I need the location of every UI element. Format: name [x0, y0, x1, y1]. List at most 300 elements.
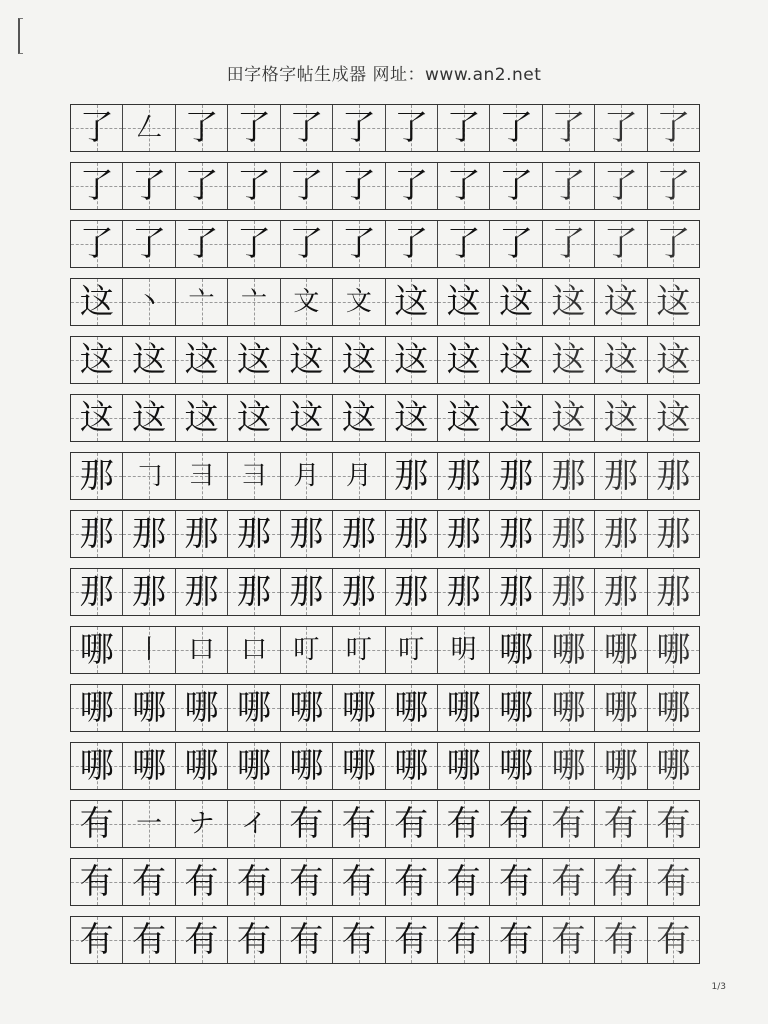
- grid-cell: [438, 453, 490, 499]
- practice-character: 那: [603, 514, 638, 554]
- practice-character: 这: [79, 282, 114, 322]
- grid-cell: [176, 801, 228, 847]
- grid-cell: [71, 859, 123, 905]
- grid-cell: [386, 685, 438, 731]
- practice-character: 明: [450, 635, 477, 665]
- grid-cell: [595, 801, 647, 847]
- practice-character: 有: [446, 920, 481, 960]
- grid-cell: [386, 917, 438, 963]
- grid-cell: [490, 279, 542, 325]
- grid-row: [70, 800, 700, 848]
- practice-character: 这: [656, 282, 691, 322]
- grid-row: [70, 452, 700, 500]
- practice-character: 哪: [656, 630, 691, 670]
- practice-character: 有: [499, 804, 534, 844]
- grid-cell: [490, 685, 542, 731]
- grid-cell: [281, 627, 333, 673]
- grid-cell: [595, 395, 647, 441]
- practice-character: 有: [394, 862, 429, 902]
- practice-character: 有: [236, 920, 271, 960]
- practice-character: 叮: [293, 635, 320, 665]
- grid-cell: [71, 801, 123, 847]
- grid-cell: [543, 279, 595, 325]
- practice-character: 有: [603, 804, 638, 844]
- grid-cell: [543, 569, 595, 615]
- grid-cell: [281, 221, 333, 267]
- grid-cell: [543, 859, 595, 905]
- grid-cell: [176, 221, 228, 267]
- grid-cell: [281, 685, 333, 731]
- practice-character: 那: [446, 456, 481, 496]
- grid-cell: [71, 163, 123, 209]
- grid-cell: [386, 859, 438, 905]
- practice-character: 有: [79, 804, 114, 844]
- practice-character: 那: [446, 572, 481, 612]
- practice-character: 那: [446, 514, 481, 554]
- grid-cell: [281, 859, 333, 905]
- practice-character: 哪: [132, 746, 167, 786]
- practice-character: 有: [132, 862, 167, 902]
- grid-cell: [71, 279, 123, 325]
- practice-character: 了: [551, 224, 586, 264]
- grid-row: [70, 742, 700, 790]
- practice-character: 哪: [394, 746, 429, 786]
- grid-cell: [595, 569, 647, 615]
- grid-cell: [490, 917, 542, 963]
- practice-character: 这: [289, 398, 324, 438]
- grid-cell: [176, 511, 228, 557]
- grid-cell: [333, 685, 385, 731]
- practice-character: 有: [656, 862, 691, 902]
- practice-character: 有: [289, 804, 324, 844]
- practice-character: 了: [499, 224, 534, 264]
- grid-cell: [438, 685, 490, 731]
- practice-character: 哪: [132, 688, 167, 728]
- practice-character: 了: [446, 166, 481, 206]
- grid-cell: [176, 337, 228, 383]
- grid-cell: [228, 859, 280, 905]
- grid-cell: [228, 453, 280, 499]
- grid-cell: [281, 279, 333, 325]
- grid-cell: [490, 743, 542, 789]
- practice-character: 那: [132, 514, 167, 554]
- grid-cell: [71, 105, 123, 151]
- practice-character: 这: [236, 340, 271, 380]
- practice-character: 这: [551, 340, 586, 380]
- practice-character: 有: [289, 920, 324, 960]
- grid-cell: [386, 163, 438, 209]
- practice-character: 这: [446, 340, 481, 380]
- grid-cell: [438, 105, 490, 151]
- grid-row: [70, 394, 700, 442]
- grid-cell: [648, 279, 699, 325]
- grid-cell: [648, 511, 699, 557]
- practice-character: 有: [603, 920, 638, 960]
- practice-character: 有: [499, 862, 534, 902]
- practice-character: 了: [446, 224, 481, 264]
- practice-character: 那: [132, 572, 167, 612]
- grid-cell: [228, 627, 280, 673]
- practice-character: 这: [394, 340, 429, 380]
- practice-character: 了: [341, 108, 376, 148]
- practice-character: 哪: [341, 688, 376, 728]
- practice-character: 月: [345, 461, 372, 491]
- grid-cell: [386, 801, 438, 847]
- practice-character: 哪: [499, 630, 534, 670]
- practice-character: 那: [499, 514, 534, 554]
- practice-character: 哪: [551, 688, 586, 728]
- practice-character: 有: [499, 920, 534, 960]
- grid-cell: [123, 511, 175, 557]
- page-title: 田字格字帖生成器 网址：www.an2.net: [226, 65, 542, 85]
- grid-cell: [281, 105, 333, 151]
- practice-character: 有: [656, 920, 691, 960]
- grid-cell: [386, 279, 438, 325]
- practice-character: 哪: [394, 688, 429, 728]
- practice-character: 了: [394, 166, 429, 206]
- practice-character: 哪: [341, 746, 376, 786]
- page-edge-mark: [18, 18, 23, 54]
- grid-cell: [281, 337, 333, 383]
- grid-cell: [386, 221, 438, 267]
- grid-cell: [648, 801, 699, 847]
- grid-cell: [123, 801, 175, 847]
- practice-character: 那: [79, 456, 114, 496]
- grid-cell: [71, 743, 123, 789]
- grid-cell: [438, 221, 490, 267]
- practice-character: 文: [345, 287, 372, 317]
- practice-character: 了: [603, 224, 638, 264]
- grid-cell: [595, 221, 647, 267]
- grid-cell: [438, 337, 490, 383]
- practice-character: 了: [236, 166, 271, 206]
- practice-character: 这: [132, 398, 167, 438]
- grid-cell: [595, 511, 647, 557]
- practice-character: 一: [136, 809, 163, 839]
- practice-character: 这: [656, 398, 691, 438]
- grid-cell: [543, 917, 595, 963]
- practice-character: 哪: [656, 746, 691, 786]
- practice-character: 𠃋: [136, 113, 163, 143]
- practice-character: 有: [394, 804, 429, 844]
- practice-character: 哪: [603, 630, 638, 670]
- practice-character: 了: [289, 166, 324, 206]
- practice-character: 那: [394, 572, 429, 612]
- grid-cell: [648, 917, 699, 963]
- practice-character: 哪: [446, 688, 481, 728]
- practice-character: 叮: [345, 635, 372, 665]
- grid-cell: [333, 917, 385, 963]
- grid-cell: [543, 163, 595, 209]
- practice-character: 了: [394, 224, 429, 264]
- practice-character: ナ: [188, 809, 215, 839]
- practice-character: 有: [184, 920, 219, 960]
- grid-cell: [490, 163, 542, 209]
- grid-row: [70, 220, 700, 268]
- practice-character: 丨: [136, 635, 163, 665]
- practice-character: 这: [446, 398, 481, 438]
- grid-row: [70, 278, 700, 326]
- grid-cell: [438, 569, 490, 615]
- practice-character: 这: [499, 282, 534, 322]
- grid-cell: [176, 453, 228, 499]
- grid-cell: [176, 569, 228, 615]
- practice-character: 了: [184, 166, 219, 206]
- practice-character: 这: [551, 282, 586, 322]
- grid-cell: [123, 337, 175, 383]
- practice-character: 有: [132, 920, 167, 960]
- grid-cell: [438, 859, 490, 905]
- grid-cell: [648, 453, 699, 499]
- grid-cell: [386, 453, 438, 499]
- practice-character: 了: [184, 108, 219, 148]
- practice-character: 有: [551, 920, 586, 960]
- practice-character: 哪: [551, 746, 586, 786]
- practice-character: 了: [551, 166, 586, 206]
- practice-character: 这: [289, 340, 324, 380]
- grid-cell: [595, 279, 647, 325]
- grid-cell: [386, 105, 438, 151]
- grid-cell: [228, 743, 280, 789]
- practice-character: 这: [341, 398, 376, 438]
- grid-cell: [648, 627, 699, 673]
- practice-character: 有: [394, 920, 429, 960]
- practice-character: 那: [394, 456, 429, 496]
- grid-cell: [228, 685, 280, 731]
- practice-character: 哪: [603, 688, 638, 728]
- practice-character: 哪: [656, 688, 691, 728]
- grid-cell: [386, 395, 438, 441]
- grid-cell: [595, 105, 647, 151]
- grid-cell: [648, 743, 699, 789]
- practice-character: 文: [293, 287, 320, 317]
- page-number: 1/3: [711, 982, 726, 992]
- practice-character: 这: [603, 282, 638, 322]
- grid-cell: [71, 221, 123, 267]
- grid-row: [70, 626, 700, 674]
- practice-character: 那: [394, 514, 429, 554]
- practice-character: 哪: [236, 688, 271, 728]
- grid-cell: [123, 105, 175, 151]
- grid-cell: [543, 221, 595, 267]
- practice-character: 了: [236, 224, 271, 264]
- grid-cell: [386, 337, 438, 383]
- grid-cell: [333, 105, 385, 151]
- grid-cell: [228, 917, 280, 963]
- grid-cell: [648, 569, 699, 615]
- practice-character: 哪: [184, 746, 219, 786]
- grid-cell: [490, 627, 542, 673]
- practice-character: 哪: [79, 746, 114, 786]
- practice-character: 口: [240, 635, 267, 665]
- practice-character: 哪: [236, 746, 271, 786]
- grid-cell: [490, 337, 542, 383]
- practice-character: 有: [341, 862, 376, 902]
- practice-character: 了: [551, 108, 586, 148]
- grid-cell: [648, 395, 699, 441]
- grid-cell: [386, 511, 438, 557]
- grid-cell: [490, 511, 542, 557]
- grid-cell: [333, 337, 385, 383]
- grid-cell: [543, 395, 595, 441]
- practice-character: 了: [79, 224, 114, 264]
- grid-cell: [228, 395, 280, 441]
- grid-cell: [490, 453, 542, 499]
- grid-cell: [71, 627, 123, 673]
- grid-cell: [438, 743, 490, 789]
- practice-character: 这: [184, 340, 219, 380]
- practice-character: 𠃌: [136, 461, 163, 491]
- practice-grid: [70, 104, 700, 974]
- grid-row: [70, 510, 700, 558]
- practice-character: 这: [603, 398, 638, 438]
- grid-cell: [176, 163, 228, 209]
- grid-cell: [333, 627, 385, 673]
- grid-cell: [123, 917, 175, 963]
- practice-character: 口: [188, 635, 215, 665]
- grid-cell: [123, 743, 175, 789]
- practice-character: ⺕: [240, 461, 267, 491]
- practice-character: 那: [656, 456, 691, 496]
- grid-cell: [438, 511, 490, 557]
- grid-cell: [281, 163, 333, 209]
- practice-character: 这: [499, 398, 534, 438]
- practice-character: 这: [132, 340, 167, 380]
- practice-character: 了: [79, 166, 114, 206]
- practice-character: 那: [551, 572, 586, 612]
- practice-character: 了: [132, 224, 167, 264]
- practice-character: 那: [499, 456, 534, 496]
- grid-row: [70, 858, 700, 906]
- practice-character: 哪: [289, 688, 324, 728]
- grid-cell: [595, 917, 647, 963]
- grid-cell: [228, 105, 280, 151]
- practice-character: 了: [79, 108, 114, 148]
- grid-cell: [438, 395, 490, 441]
- grid-cell: [123, 221, 175, 267]
- grid-cell: [648, 221, 699, 267]
- practice-character: 有: [341, 920, 376, 960]
- grid-cell: [281, 801, 333, 847]
- practice-character: 那: [236, 514, 271, 554]
- grid-cell: [595, 743, 647, 789]
- grid-cell: [333, 569, 385, 615]
- grid-cell: [228, 511, 280, 557]
- grid-cell: [123, 627, 175, 673]
- practice-character: 丶: [136, 287, 163, 317]
- practice-character: 月: [293, 461, 320, 491]
- grid-cell: [333, 859, 385, 905]
- grid-cell: [386, 627, 438, 673]
- grid-cell: [123, 279, 175, 325]
- grid-cell: [333, 511, 385, 557]
- grid-cell: [333, 453, 385, 499]
- practice-character: 有: [79, 920, 114, 960]
- practice-character: イ: [240, 809, 267, 839]
- practice-character: 有: [551, 804, 586, 844]
- grid-cell: [648, 859, 699, 905]
- practice-character: 哪: [184, 688, 219, 728]
- practice-character: 这: [656, 340, 691, 380]
- practice-character: 了: [289, 108, 324, 148]
- practice-character: 那: [551, 456, 586, 496]
- grid-cell: [648, 685, 699, 731]
- practice-character: 有: [446, 862, 481, 902]
- grid-cell: [71, 685, 123, 731]
- practice-character: 这: [394, 282, 429, 322]
- grid-cell: [333, 279, 385, 325]
- practice-character: 那: [551, 514, 586, 554]
- grid-cell: [228, 569, 280, 615]
- grid-cell: [490, 859, 542, 905]
- grid-cell: [333, 743, 385, 789]
- grid-cell: [595, 337, 647, 383]
- grid-cell: [648, 163, 699, 209]
- practice-character: 这: [79, 398, 114, 438]
- grid-cell: [71, 917, 123, 963]
- practice-character: 有: [289, 862, 324, 902]
- grid-cell: [543, 105, 595, 151]
- practice-character: 哪: [603, 746, 638, 786]
- grid-row: [70, 916, 700, 964]
- practice-character: 了: [236, 108, 271, 148]
- practice-character: 了: [656, 224, 691, 264]
- practice-character: 有: [603, 862, 638, 902]
- practice-character: 亠: [188, 287, 215, 317]
- practice-character: 这: [551, 398, 586, 438]
- practice-character: 这: [446, 282, 481, 322]
- practice-character: 那: [499, 572, 534, 612]
- practice-character: 叮: [398, 635, 425, 665]
- practice-character: 了: [656, 108, 691, 148]
- practice-character: 了: [446, 108, 481, 148]
- grid-cell: [438, 279, 490, 325]
- grid-cell: [490, 801, 542, 847]
- practice-character: 那: [184, 572, 219, 612]
- practice-character: 有: [184, 862, 219, 902]
- grid-cell: [228, 337, 280, 383]
- grid-row: [70, 104, 700, 152]
- practice-character: 了: [603, 108, 638, 148]
- grid-cell: [176, 279, 228, 325]
- practice-character: 那: [341, 572, 376, 612]
- grid-cell: [438, 163, 490, 209]
- practice-character: 那: [289, 572, 324, 612]
- grid-cell: [176, 105, 228, 151]
- grid-cell: [228, 801, 280, 847]
- grid-cell: [438, 917, 490, 963]
- practice-character: 了: [132, 166, 167, 206]
- practice-character: 哪: [446, 746, 481, 786]
- grid-cell: [123, 163, 175, 209]
- grid-cell: [228, 279, 280, 325]
- practice-character: 哪: [499, 746, 534, 786]
- grid-cell: [543, 685, 595, 731]
- practice-character: 那: [79, 572, 114, 612]
- practice-character: 了: [289, 224, 324, 264]
- practice-character: 这: [394, 398, 429, 438]
- grid-cell: [176, 685, 228, 731]
- grid-row: [70, 684, 700, 732]
- practice-character: 了: [394, 108, 429, 148]
- practice-character: 了: [499, 166, 534, 206]
- grid-cell: [123, 395, 175, 441]
- grid-cell: [490, 395, 542, 441]
- practice-character: 哪: [79, 630, 114, 670]
- grid-cell: [176, 859, 228, 905]
- practice-character: 这: [499, 340, 534, 380]
- grid-cell: [123, 859, 175, 905]
